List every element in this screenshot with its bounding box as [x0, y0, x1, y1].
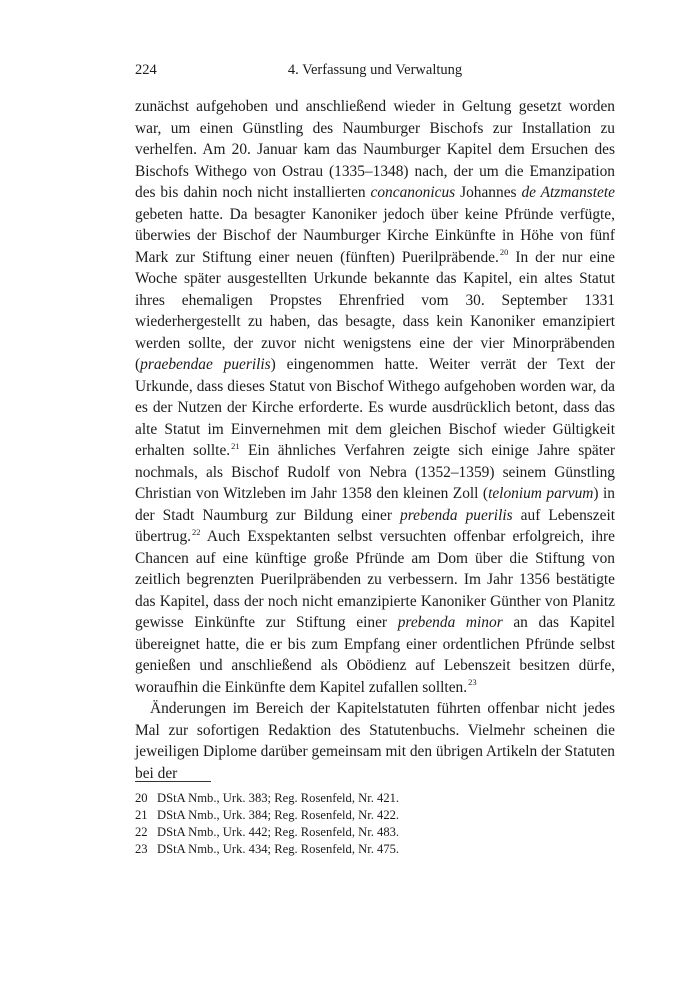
text-run: Ein ähnliches Verfahren zeigte sich einige Jahre später nochmals, als Bischof Rudolf von Nebra (1352–1359) seinem Günstling Christian von Witzleben im Jahr 1358 den kleinen Zoll (: [135, 442, 615, 502]
text-run: Johannes: [455, 184, 522, 201]
page-number: 224: [135, 62, 157, 78]
italic-term: praebendae puerilis: [140, 356, 271, 373]
italic-term: prebenda minor: [397, 614, 503, 631]
text-run: ) in der Stadt Naumburg zur Bildung einer: [135, 485, 615, 524]
text-run: auf Lebenszeit übertrug.: [135, 506, 616, 545]
text-run: gebeten hatte. Da besagter Kanoniker jedoch über keine Pfründe verfügte, überwies der Bischof der Naumburger Kirche Einkünfte in Höhe von fünf Mark zur Stiftung einer neuen (fünften) Puerilpräbende.: [135, 205, 615, 266]
text-run: Auch Exspektanten selbst versuchten offenbar erfolgreich, ihre Chancen auf eine künftige große Pfründe am Dom über die Stiftung von zeitlich begrenzten Puerilpräbenden zu verbessern. Im Jahr 1356 bestätigte das Kapitel, dass der noch nicht emanzipierte Kanoniker Günther von Planitz gewisse Einkünfte zur Stiftung einer: [135, 528, 615, 631]
footnote: [135, 841, 615, 858]
footnote-text: DStA Nmb., Urk. 384; Reg. Rosenfeld, Nr. 422.: [157, 808, 400, 822]
text-run: zunächst aufgehoben und anschließend wieder in Geltung gesetzt worden war, um einen Günstling des Naumburger Bischofs zur Installation zu verhelfen. Am 20. Januar kam das Naumburger Kapitel dem Ersuchen des Bischofs Withego von Ostrau (1335–1348) nach, der um die Emanzipation des bis dahin noch nicht installierten: [135, 98, 615, 201]
footnote-text: DStA Nmb., Urk. 434; Reg. Rosenfeld, Nr. 475.: [157, 842, 400, 856]
italic-term: concanonicus: [370, 184, 456, 201]
italic-term: telonium parvum: [488, 485, 594, 502]
footnote-divider: [135, 781, 211, 782]
footnote-text: DStA Nmb., Urk. 383; Reg. Rosenfeld, Nr. 421.: [157, 791, 400, 805]
paragraph: [135, 96, 615, 698]
footnote-number: 22: [135, 825, 148, 839]
footnote-ref[interactable]: 21: [231, 440, 240, 451]
body-text: [135, 96, 615, 784]
footnotes: [135, 790, 615, 858]
text-run: an das Kapitel übereignet hatte, die er bis zum Empfang einer ordentlichen Pfründe selbst genießen und anschließend als Obödienz auf Lebenszeit besitzen dürfe, woraufhin die Einkünfte dem Kapitel zufallen sollten.: [135, 614, 615, 696]
footnote-text: DStA Nmb., Urk. 442; Reg. Rosenfeld, Nr. 483.: [157, 825, 400, 839]
italic-term: prebenda puerilis: [400, 506, 513, 524]
text-run: In der nur eine Woche später ausgestellten Urkunde bekannte das Kapitel, ein altes Statut ihres ehemaligen Propstes Ehrenfried vom 30. September 1331 wiederhergestellt zu haben, das besagte, dass kein Kanoniker emanzipiert werden sollte, der zuvor nicht wenigstens eine der vier Minorpräbenden (: [135, 248, 615, 373]
footnote: [135, 790, 615, 807]
footnote-number: 21: [135, 808, 148, 822]
footnote-ref[interactable]: 23: [468, 677, 477, 688]
italic-term: de Atzmanstete: [521, 184, 615, 201]
text-run: ) eingenommen hatte. Weiter verrät der Text der Urkunde, dass dieses Statut von Bischof Withego aufgehoben worden war, da es der Nutzen der Kirche erforderte. Es wurde ausdrücklich betont, dass das alte Statut im Einvernehmen mit dem gleichen Bischof wieder Gültigkeit erhalten sollte.: [135, 356, 615, 459]
footnote-number: 23: [135, 842, 148, 856]
footnote-ref[interactable]: 22: [192, 526, 201, 537]
footnote: [135, 807, 615, 824]
page-header: [135, 62, 615, 84]
footnote-ref[interactable]: 20: [499, 247, 509, 258]
running-head: 4. Verfassung und Verwaltung: [287, 62, 463, 78]
footnote-number: 20: [135, 791, 148, 805]
paragraph: Änderungen im Bereich der Kapitelstatuten führten offenbar nicht jedes Mal zur sofortigen Redaktion des Statutenbuchs. Vielmehr scheinen die jeweiligen Diplome darüber gemeinsam mit den übrigen Artikeln der Statuten bei der: [135, 700, 615, 782]
footnote: [135, 824, 615, 841]
